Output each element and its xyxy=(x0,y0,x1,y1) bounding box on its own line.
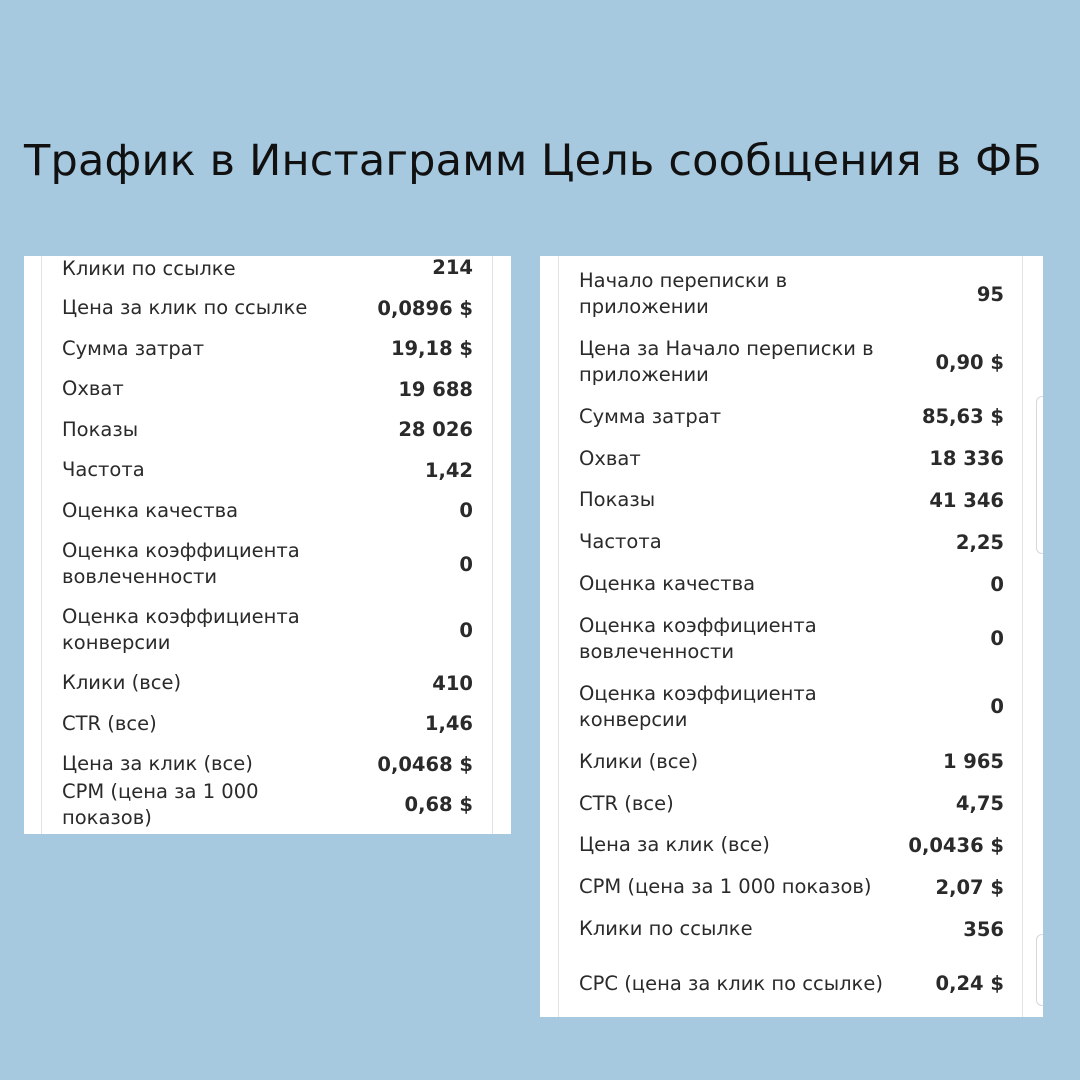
stat-label: Сумма затрат xyxy=(579,404,722,428)
stat-value: 0,90 $ xyxy=(935,350,1004,374)
stat-row-ctr-all xyxy=(579,783,1004,825)
panel-divider xyxy=(558,256,559,1017)
stat-label: Клики (все) xyxy=(579,749,699,773)
scrollbar-handle[interactable] xyxy=(1036,396,1043,554)
stat-row-conversion-ranking xyxy=(62,597,473,663)
right-heading: Цель сообщения в ФБ xyxy=(541,136,1042,186)
stat-label: Начало переписки в приложении xyxy=(579,269,788,318)
stat-label: Охват xyxy=(62,377,124,401)
stat-row-cpm xyxy=(62,779,473,829)
stat-value: 0,0896 $ xyxy=(377,296,473,320)
stat-row-impressions xyxy=(62,410,473,451)
stat-row-reach xyxy=(579,438,1004,480)
stat-label: CTR (все) xyxy=(62,711,157,735)
stat-label: Клики по ссылке xyxy=(579,917,753,941)
stat-label: Оценка качества xyxy=(62,498,239,522)
stat-label: Клики по ссылке xyxy=(62,257,236,280)
stat-label: Показы xyxy=(62,417,139,441)
stat-row-cpc-all xyxy=(579,825,1004,867)
stat-value: 41 346 xyxy=(929,488,1004,512)
stat-row-quality-ranking xyxy=(579,563,1004,605)
facebook-messages-stats-panel xyxy=(540,256,1043,1017)
stat-value: 85,63 $ xyxy=(921,405,1004,429)
stat-value: 18 336 xyxy=(929,447,1004,471)
stat-row-frequency xyxy=(579,521,1004,563)
stat-value: 0 xyxy=(990,695,1004,719)
panel-divider xyxy=(41,256,42,834)
left-heading: Трафик в Инстаграмм xyxy=(24,136,528,186)
stat-label: Цена за клик (все) xyxy=(62,752,253,776)
stat-label: Клики (все) xyxy=(62,671,182,695)
stat-label: CPC (цена за клик по ссылке) xyxy=(579,971,883,995)
stat-value: 28 026 xyxy=(398,418,473,442)
stat-row-reach xyxy=(62,369,473,410)
stat-label: Показы xyxy=(579,488,656,512)
stat-value: 95 xyxy=(976,282,1004,306)
stat-label: Цена за клик (все) xyxy=(579,833,770,857)
stat-row-engagement-ranking xyxy=(579,605,1004,673)
stat-label: Оценка коэффициента конверсии xyxy=(62,605,300,654)
stat-value: 0,0468 $ xyxy=(377,752,473,776)
stat-value: 1,46 xyxy=(424,712,473,736)
stat-value: 0 xyxy=(459,499,473,523)
stat-label: Оценка коэффициента вовлеченности xyxy=(62,539,300,588)
stat-value: 2,07 $ xyxy=(935,875,1004,899)
stat-row-messaging-conversations-started xyxy=(579,260,1004,328)
stat-row-clicks-all xyxy=(579,741,1004,783)
stat-row-conversion-ranking xyxy=(579,673,1004,741)
stat-value: 19,18 $ xyxy=(390,337,473,361)
stat-value: 1,42 xyxy=(424,458,473,482)
stat-row-amount-spent xyxy=(62,329,473,370)
stat-label: Частота xyxy=(579,530,662,554)
stat-label: Частота xyxy=(62,458,145,482)
stat-label: Оценка коэффициента конверсии xyxy=(579,681,817,731)
stat-value: 2,25 xyxy=(955,530,1004,554)
stat-value: 0,24 $ xyxy=(935,972,1004,996)
stat-label: Сумма затрат xyxy=(62,336,205,360)
stat-row-ctr-all xyxy=(62,704,473,745)
stat-row-impressions xyxy=(579,480,1004,522)
stat-row-cost-per-conversation xyxy=(579,328,1004,396)
stat-row-quality-ranking xyxy=(62,491,473,532)
stat-value: 1 965 xyxy=(942,750,1004,774)
panel-divider xyxy=(492,256,493,834)
stat-label: CPM (цена за 1 000 показов) xyxy=(579,875,872,899)
stat-value: 0,0436 $ xyxy=(908,833,1004,857)
stat-value: 0,68 $ xyxy=(404,793,473,817)
stat-value: 0 xyxy=(459,618,473,642)
stat-label: CTR (все) xyxy=(579,791,674,815)
stat-value: 356 xyxy=(963,917,1004,941)
stat-row-cpc-link xyxy=(579,950,1004,1017)
stat-value: 0 xyxy=(990,627,1004,651)
stat-label: Оценка качества xyxy=(579,572,756,596)
stat-row-engagement-ranking xyxy=(62,531,473,597)
stat-label: Оценка коэффициента вовлеченности xyxy=(579,613,817,663)
instagram-traffic-stats-panel xyxy=(24,256,511,834)
stat-value: 0 xyxy=(459,552,473,576)
stat-value: 410 xyxy=(432,671,473,695)
stat-row-frequency xyxy=(62,450,473,491)
stat-row-cpm xyxy=(579,866,1004,908)
stat-row-link-clicks xyxy=(579,908,1004,950)
stats-list xyxy=(62,256,473,829)
scrollbar-handle[interactable] xyxy=(1036,934,1043,1006)
stat-row-link-clicks xyxy=(62,256,473,288)
stat-value: 19 688 xyxy=(398,377,473,401)
stat-value: 0 xyxy=(990,572,1004,596)
stat-label: Цена за клик по ссылке xyxy=(62,296,308,320)
stat-row-amount-spent xyxy=(579,396,1004,438)
panel-divider xyxy=(1022,256,1023,1017)
stats-list xyxy=(579,260,1004,1017)
stat-label: CPM (цена за 1 000 показов) xyxy=(62,779,259,829)
stat-label: Охват xyxy=(579,446,641,470)
stat-label: Цена за Начало переписки в приложении xyxy=(579,337,874,386)
stat-row-cost-per-link-click xyxy=(62,288,473,329)
stat-value: 4,75 xyxy=(955,792,1004,816)
stat-row-clicks-all xyxy=(62,663,473,704)
stat-value: 214 xyxy=(432,256,473,279)
